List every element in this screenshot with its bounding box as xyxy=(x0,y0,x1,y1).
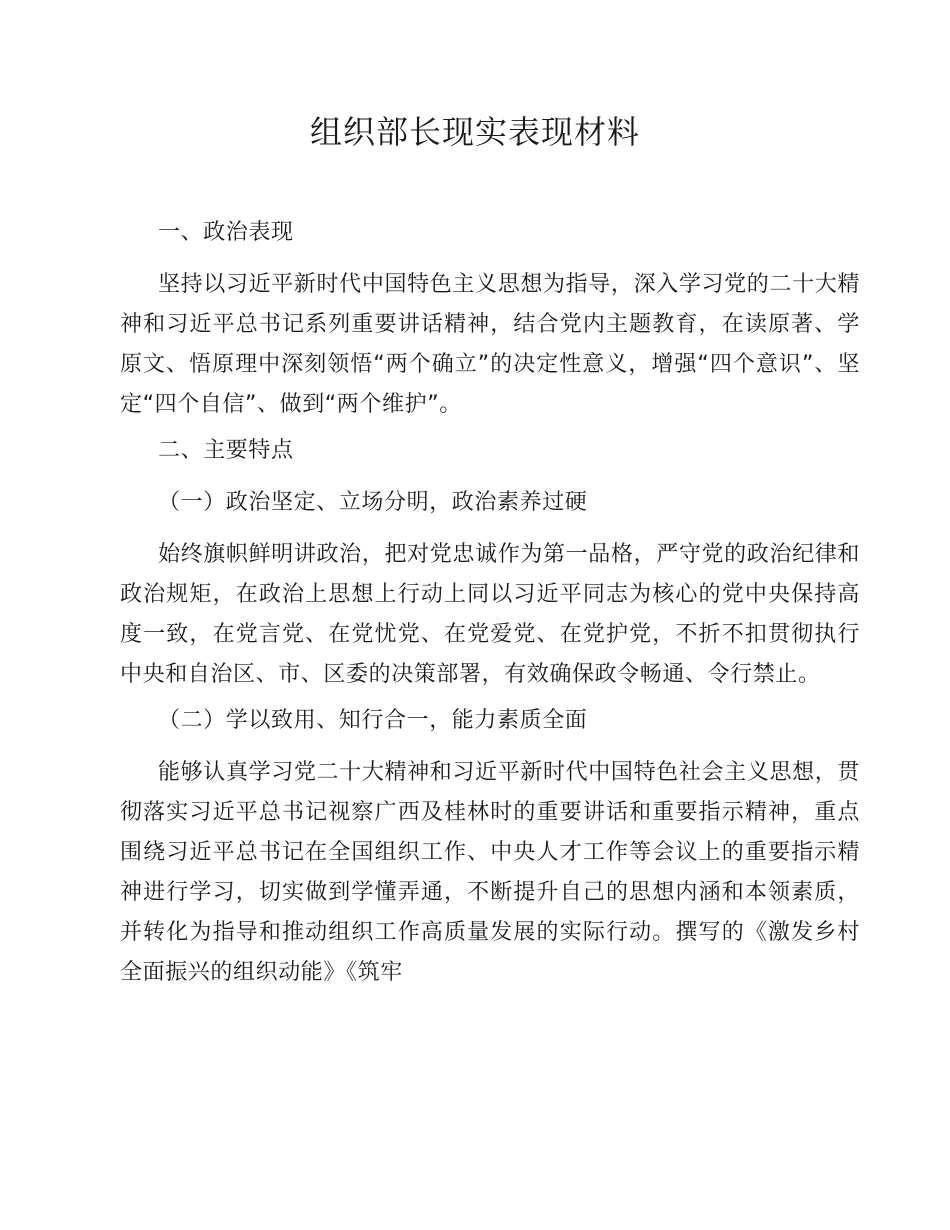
document-body xyxy=(120,213,860,999)
section-heading-political: 一、政治表现 xyxy=(158,220,294,245)
subsection-paragraph-1: 始终旗帜鲜明讲政治，把对党忠诚作为第一品格，严守党的政治纪律和政治规矩，在政治上思想上行动上同以习近平同志为核心的党中央保持高度一致，在党言党、在党忧党、在党爱党、在党护党，不折不扣贯彻执行中央和自治区、市、区委的决策部署，有效确保政令畅通、令行禁止。 xyxy=(120,542,860,687)
subsection-paragraph-2: 能够认真学习党二十大精神和习近平新时代中国特色社会主义思想，贯彻落实习近平总书记视察广西及桂林时的重要讲话和重要指示精神，重点围绕习近平总书记在全国组织工作、中央人才工作等会议上的重要指示精神进行学习，切实做到学懂弄通，不断提升自己的思想内涵和本领素质，并转化为指导和推动组织工作高质量发展的实际行动。撰写的《激发乡村全面振兴的组织动能》《筑牢 xyxy=(120,760,860,985)
subsection-heading-1: （一）政治坚定、立场分明，政治素养过硬 xyxy=(158,490,588,515)
subsection-heading-2: （二）学以致用、知行合一，能力素质全面 xyxy=(158,708,588,733)
section-paragraph-political: 坚持以习近平新时代中国特色主义思想为指导，深入学习党的二十大精神和习近平总书记系列重要讲话精神，结合党内主题教育，在读原著、学原文、悟原理中深刻领悟“两个确立”的决定性意义，增强“四个意识”、坚定“四个自信”、做到“两个维护”。 xyxy=(120,272,860,417)
document-title: 组织部长现实表现材料 xyxy=(309,113,640,151)
section-heading-features: 二、主要特点 xyxy=(158,438,294,463)
